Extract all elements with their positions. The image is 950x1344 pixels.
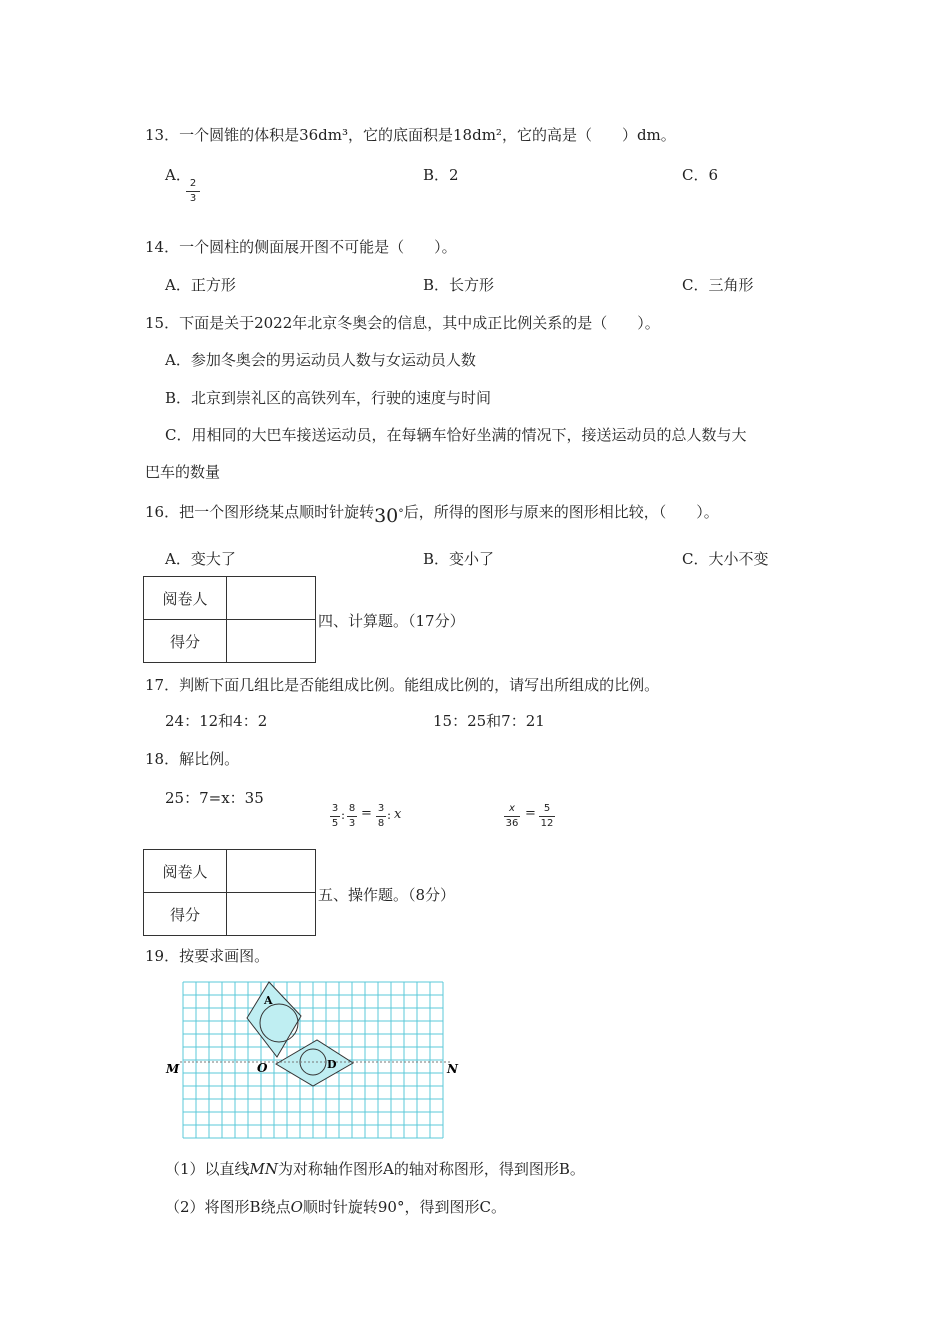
eq2-fraction-3	[376, 803, 386, 830]
label-d: D	[327, 1058, 337, 1071]
section-4-title: 四、计算题。（17分）	[318, 612, 465, 630]
section-5-title: 五、操作题。（8分）	[318, 886, 456, 904]
q16-text-after: 后，所得的图形与原来的图形相比较，（ ）。	[403, 503, 719, 521]
q15-option-a: A．参加冬奥会的男运动员人数与女运动员人数	[165, 351, 476, 369]
sub1-prefix: （1）以直线	[165, 1160, 250, 1178]
eq3-fraction-2	[539, 803, 555, 830]
fraction-numerator: x	[509, 803, 515, 814]
q14-stem: 14．一个圆柱的侧面展开图不可能是（ ）。	[145, 238, 457, 256]
sub1-variable: MN	[249, 1160, 279, 1178]
eq2-variable: x	[394, 807, 402, 822]
sub2-prefix: （2）将图形B绕点	[165, 1198, 291, 1216]
q16-option-a: A．变大了	[165, 550, 236, 568]
eq3-equals: =	[525, 806, 536, 821]
q15-option-b: B．北京到崇礼区的高铁列车，行驶的速度与时间	[165, 389, 492, 407]
q15-option-c-line1: C．用相同的大巴车接送运动员，在每辆车恰好坐满的情况下，接送运动员的总人数与大	[165, 426, 747, 444]
fraction-denominator: 3	[348, 818, 356, 829]
reviewer-field[interactable]	[227, 577, 316, 620]
score-box	[143, 849, 316, 936]
fraction-denominator: 5	[331, 818, 339, 829]
q16-text-before: 16．把一个图形绕某点顺时针旋转	[145, 503, 375, 521]
eq2-fraction-1	[330, 803, 340, 830]
q14-option-a: A．正方形	[165, 276, 236, 294]
fraction-numerator: 2	[189, 178, 197, 189]
sub2-variable: O	[290, 1198, 303, 1216]
q13-option-a-fraction	[186, 178, 200, 205]
label-o: O	[257, 1061, 268, 1075]
q14-option-c: C．三角形	[682, 276, 754, 294]
q18-stem: 18．解比例。	[145, 750, 240, 768]
q19-sub-1	[165, 1158, 585, 1179]
score-field[interactable]	[227, 893, 316, 936]
sub1-suffix: 为对称轴作图形A的轴对称图形，得到图形B。	[278, 1160, 585, 1178]
sub2-suffix: 顺时针旋转90°，得到图形C。	[302, 1198, 506, 1216]
q13-option-c: C．6	[682, 166, 719, 184]
fraction-denominator: 36	[505, 818, 519, 829]
q17-pair-2: 15：25和7：21	[433, 712, 545, 730]
eq3-fraction-1	[504, 803, 520, 830]
fraction-denominator: 3	[189, 193, 197, 204]
q16-option-c: C．大小不变	[682, 550, 769, 568]
q13-option-b: B．2	[423, 166, 459, 184]
fraction-numerator: 8	[348, 803, 356, 814]
q13-stem: 13．一个圆锥的体积是36dm³，它的底面积是18dm²，它的高是（ ）dm。	[145, 126, 676, 144]
q16-degree: °	[398, 507, 404, 520]
q13-option-a: A．	[165, 166, 191, 184]
label-n: N	[447, 1062, 458, 1076]
fraction-denominator: 8	[377, 818, 385, 829]
fraction-denominator: 12	[540, 818, 554, 829]
score-field[interactable]	[227, 620, 316, 663]
q15-option-c-line2: 巴车的数量	[145, 463, 221, 481]
eq2-colon-2: :	[387, 808, 392, 822]
label-a: A	[264, 994, 273, 1007]
q15-stem: 15．下面是关于2022年北京冬奥会的信息，其中成正比例关系的是（ ）。	[145, 314, 660, 332]
figure-a	[247, 982, 301, 1057]
eq2-equals: =	[361, 806, 372, 821]
score-box	[143, 576, 316, 663]
eq2-colon: :	[341, 808, 346, 822]
q16-option-b: B．变小了	[423, 550, 495, 568]
label-m: M	[166, 1062, 180, 1076]
q14-option-b: B．长方形	[423, 276, 495, 294]
q16-stem	[145, 500, 719, 527]
q18-equation-1: 25：7=x：35	[165, 789, 264, 807]
fraction-numerator: 3	[377, 803, 385, 814]
q17-stem: 17．判断下面几组比是否能组成比例。能组成比例的，请写出所组成的比例。	[145, 676, 660, 694]
q19-grid-figure	[160, 975, 470, 1145]
reviewer-label: 阅卷人	[144, 577, 227, 620]
reviewer-label: 阅卷人	[144, 850, 227, 893]
reviewer-field[interactable]	[227, 850, 316, 893]
score-label: 得分	[144, 620, 227, 663]
q16-angle: 30	[374, 505, 399, 527]
q19-stem: 19．按要求画图。	[145, 947, 270, 965]
fraction-numerator: 5	[543, 803, 551, 814]
score-label: 得分	[144, 893, 227, 936]
fraction-numerator: 3	[331, 803, 339, 814]
q19-sub-2	[165, 1196, 506, 1217]
eq2-fraction-2	[347, 803, 357, 830]
q17-pair-1: 24：12和4：2	[165, 712, 268, 730]
